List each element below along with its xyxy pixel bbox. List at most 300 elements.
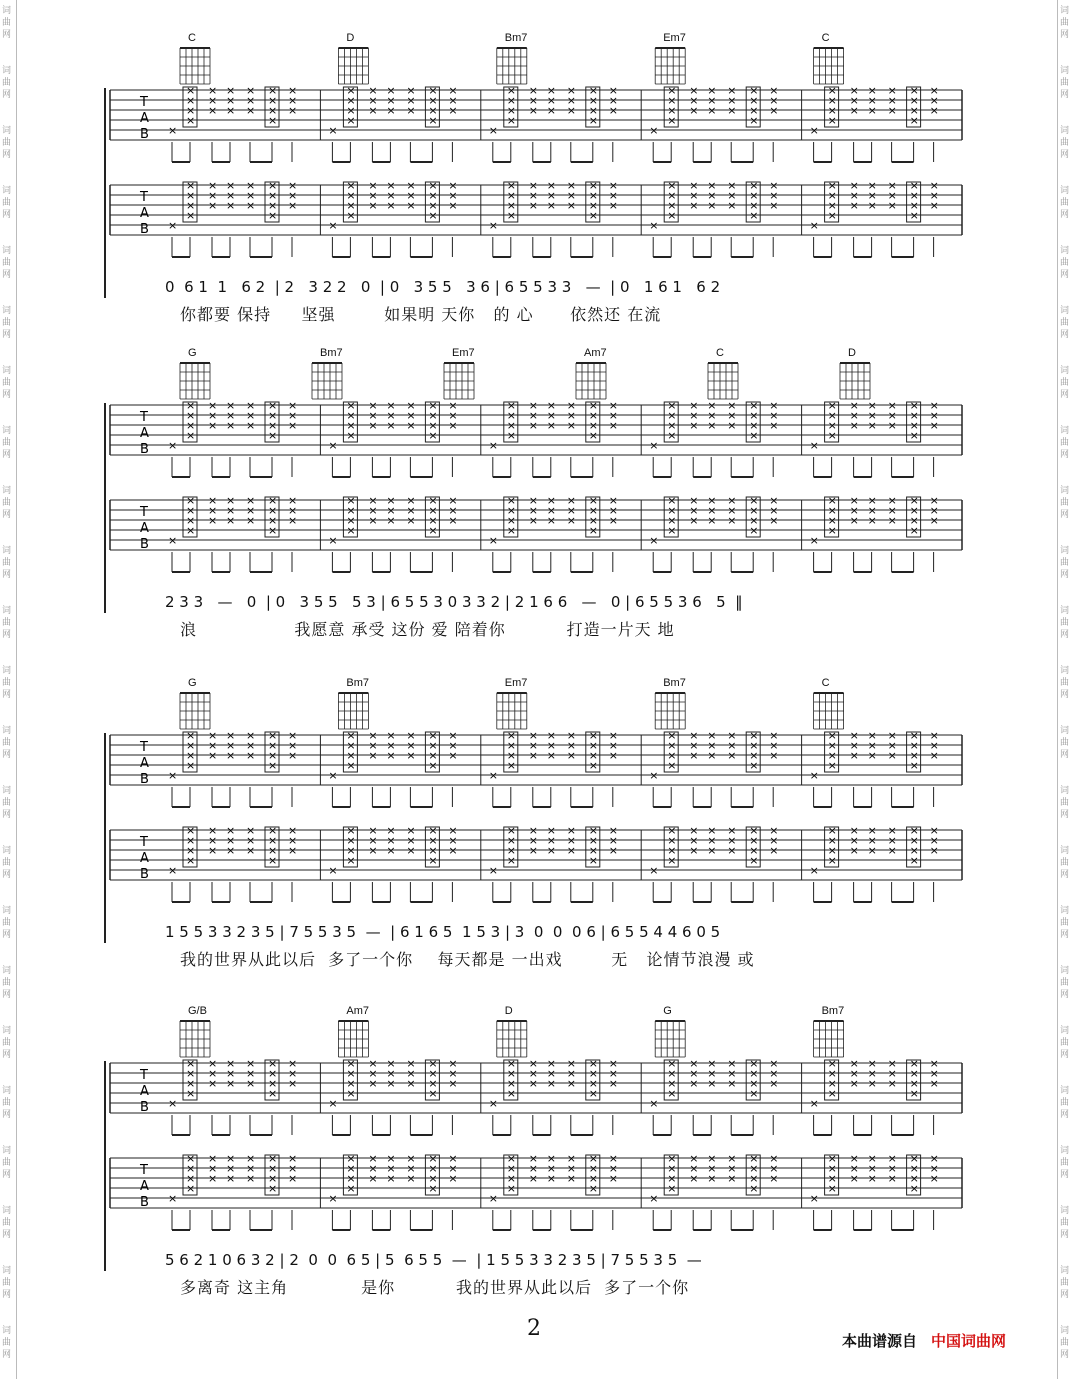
strum-x: × [506, 759, 517, 772]
strum-x: × [769, 1152, 779, 1165]
watermark-char: 词 [1060, 66, 1070, 76]
strum-x: × [168, 769, 178, 782]
strum-x: × [867, 1067, 877, 1080]
strum-x: × [608, 1077, 619, 1090]
strum-x: × [649, 219, 659, 232]
strum-x: × [929, 104, 939, 117]
strum-x: × [226, 739, 236, 752]
strum-x: × [588, 209, 599, 222]
strum-x: × [887, 749, 897, 762]
strum-x: × [346, 759, 356, 772]
strum-x: × [208, 419, 218, 432]
strum-x: × [368, 104, 378, 117]
strum-x: × [887, 179, 897, 192]
strum-x: × [667, 1162, 677, 1175]
strum-x: × [929, 494, 939, 507]
strum-x: × [406, 504, 416, 517]
strum-x: × [226, 1057, 236, 1070]
strum-x: × [827, 1182, 837, 1195]
strum-x: × [288, 399, 298, 412]
strum-x: × [428, 94, 438, 107]
watermark-char: 词 [1060, 1146, 1070, 1156]
strum-x: × [887, 494, 897, 507]
strum-x: × [827, 1162, 837, 1175]
strum-x: × [546, 94, 557, 107]
strum-x: × [428, 854, 438, 867]
watermark-char: 词 [2, 1266, 12, 1276]
strum-x: × [727, 844, 737, 857]
strum-x: × [406, 84, 416, 97]
strum-x: × [867, 84, 877, 97]
strum-x: × [268, 494, 278, 507]
strum-x: × [448, 1067, 458, 1080]
strum-x: × [566, 1077, 577, 1090]
strum-x: × [727, 739, 737, 752]
strum-x: × [909, 209, 919, 222]
strum-x: × [727, 1057, 737, 1070]
strum-x: × [226, 1067, 236, 1080]
strum-x: × [386, 94, 396, 107]
strum-x: × [268, 1057, 278, 1070]
strum-x: × [448, 1152, 458, 1165]
strum-x: × [368, 94, 378, 107]
strum-x: × [528, 824, 539, 837]
strum-x: × [246, 1162, 256, 1175]
watermark-char: 词 [2, 186, 12, 196]
watermark-char: 网 [1060, 510, 1070, 520]
strum-x: × [566, 834, 577, 847]
strum-x: × [588, 409, 599, 422]
strum-x: × [406, 1172, 416, 1185]
strum-x: × [546, 1172, 557, 1185]
strum-x: × [406, 494, 416, 507]
strum-x: × [488, 1192, 499, 1205]
strum-x: × [268, 504, 278, 517]
strum-x: × [506, 504, 517, 517]
strum-x: × [749, 1162, 759, 1175]
watermark-char: 网 [2, 270, 12, 280]
strum-x: × [887, 199, 897, 212]
strum-x: × [208, 514, 218, 527]
strum-x: × [346, 749, 356, 762]
chord-name: Bm7 [504, 32, 528, 44]
strum-x: × [246, 84, 256, 97]
strum-x: × [346, 1067, 356, 1080]
strum-x: × [909, 844, 919, 857]
strum-x: × [528, 504, 539, 517]
strum-x: × [386, 104, 396, 117]
strum-x: × [288, 729, 298, 742]
strum-x: × [208, 749, 218, 762]
strum-x: × [749, 429, 759, 442]
tab-clef-B: B [140, 442, 149, 457]
strum-x: × [448, 1172, 458, 1185]
watermark-char: 词 [1060, 666, 1070, 676]
strum-x: × [346, 504, 356, 517]
strum-x: × [346, 429, 356, 442]
strum-x: × [689, 1057, 699, 1070]
strum-x: × [226, 834, 236, 847]
strum-x: × [448, 1057, 458, 1070]
strum-x: × [929, 189, 939, 202]
strum-x: × [769, 409, 779, 422]
strum-x: × [346, 209, 356, 222]
watermark-char: 网 [2, 570, 12, 580]
chord-name: Bm7 [346, 677, 370, 689]
strum-x: × [268, 429, 278, 442]
watermark-char: 曲 [1060, 678, 1070, 688]
strum-x: × [769, 179, 779, 192]
strum-x: × [849, 739, 859, 752]
strum-x: × [428, 1182, 438, 1195]
strum-x: × [867, 1077, 877, 1090]
strum-x: × [667, 494, 677, 507]
strum-x: × [506, 409, 517, 422]
strum-x: × [827, 419, 837, 432]
strum-x: × [448, 1162, 458, 1175]
strum-x: × [368, 739, 378, 752]
strum-x: × [909, 1152, 919, 1165]
watermark-char: 词 [1060, 606, 1070, 616]
strum-x: × [707, 749, 717, 762]
strum-x: × [566, 1067, 577, 1080]
chord-name: G [188, 347, 197, 359]
strum-x: × [689, 419, 699, 432]
tab-clef-B: B [140, 127, 149, 142]
strum-x: × [749, 524, 759, 537]
strum-x: × [386, 409, 396, 422]
strum-x: × [368, 494, 378, 507]
strum-x: × [186, 844, 196, 857]
strum-x: × [867, 749, 877, 762]
strum-x: × [406, 824, 416, 837]
watermark-char: 词 [1060, 1326, 1070, 1336]
watermark-char: 曲 [1060, 1218, 1070, 1228]
strum-x: × [528, 179, 539, 192]
tab-clef-A: A [140, 111, 149, 126]
strum-x: × [208, 1152, 218, 1165]
strum-x: × [506, 84, 517, 97]
strum-x: × [506, 1087, 517, 1100]
chord-name: C [821, 677, 830, 689]
watermark-char: 网 [2, 1050, 12, 1060]
strum-x: × [909, 824, 919, 837]
strum-x: × [208, 504, 218, 517]
strum-x: × [488, 124, 499, 137]
strum-x: × [428, 1172, 438, 1185]
strum-x: × [769, 1067, 779, 1080]
strum-x: × [288, 104, 298, 117]
strum-x: × [288, 834, 298, 847]
strum-x: × [368, 749, 378, 762]
strum-x: × [448, 399, 458, 412]
strum-x: × [448, 739, 458, 752]
strum-x: × [588, 494, 599, 507]
strum-x: × [707, 104, 717, 117]
strum-x: × [887, 514, 897, 527]
strum-x: × [506, 514, 517, 527]
strum-x: × [186, 429, 196, 442]
strum-x: × [929, 749, 939, 762]
watermark-char: 网 [2, 210, 12, 220]
watermark-char: 词 [2, 426, 12, 436]
strum-x: × [827, 1077, 837, 1090]
watermark-char: 网 [2, 1350, 12, 1360]
strum-x: × [608, 179, 619, 192]
watermark-char: 网 [2, 390, 12, 400]
strum-x: × [186, 1172, 196, 1185]
watermark-char: 曲 [2, 978, 12, 988]
watermark-char: 词 [2, 306, 12, 316]
strum-x: × [328, 534, 338, 547]
strum-x: × [887, 1152, 897, 1165]
strum-x: × [186, 189, 196, 202]
strum-x: × [226, 409, 236, 422]
strum-x: × [749, 1087, 759, 1100]
strum-x: × [546, 409, 557, 422]
watermark-char: 网 [2, 450, 12, 460]
watermark-char: 词 [2, 1206, 12, 1216]
strum-x: × [909, 399, 919, 412]
strum-x: × [689, 1152, 699, 1165]
watermark-char: 曲 [2, 258, 12, 268]
strum-x: × [528, 189, 539, 202]
chord-name: G/B [188, 1005, 207, 1017]
strum-x: × [566, 729, 577, 742]
strum-x: × [406, 104, 416, 117]
watermark-char: 词 [2, 1086, 12, 1096]
strum-x: × [849, 104, 859, 117]
lyrics-line: 你都要 保持 坚强 如果明 天你 的 心 依然还 在流 [180, 305, 662, 324]
strum-x: × [707, 179, 717, 192]
strum-x: × [867, 189, 877, 202]
strum-x: × [566, 199, 577, 212]
strum-x: × [929, 1057, 939, 1070]
watermark-char: 词 [2, 6, 12, 16]
strum-x: × [769, 94, 779, 107]
watermark-char: 曲 [2, 1038, 12, 1048]
strum-x: × [268, 1152, 278, 1165]
strum-x: × [328, 1192, 338, 1205]
strum-x: × [689, 504, 699, 517]
tab-clef-B: B [140, 1100, 149, 1115]
strum-x: × [667, 824, 677, 837]
strum-x: × [909, 494, 919, 507]
footer-site-link[interactable]: 中国词曲网 [931, 1332, 1007, 1350]
chord-name: Bm7 [320, 347, 343, 359]
strum-x: × [909, 749, 919, 762]
watermark-char: 曲 [1060, 198, 1070, 208]
strum-x: × [268, 729, 278, 742]
strum-x: × [406, 514, 416, 527]
strum-x: × [769, 189, 779, 202]
strum-x: × [226, 1172, 236, 1185]
strum-x: × [528, 1067, 539, 1080]
strum-x: × [887, 824, 897, 837]
strum-x: × [208, 84, 218, 97]
strum-x: × [588, 739, 599, 752]
strum-x: × [667, 504, 677, 517]
watermark-char: 网 [1060, 930, 1070, 940]
watermark-char: 网 [1060, 150, 1070, 160]
strum-x: × [727, 189, 737, 202]
strum-x: × [849, 844, 859, 857]
strum-x: × [588, 1162, 599, 1175]
strum-x: × [448, 494, 458, 507]
strum-x: × [649, 1097, 659, 1110]
strum-x: × [769, 749, 779, 762]
watermark-char: 网 [1060, 1350, 1070, 1360]
strum-x: × [827, 94, 837, 107]
strum-x: × [769, 729, 779, 742]
strum-x: × [268, 1067, 278, 1080]
strum-x: × [368, 514, 378, 527]
strum-x: × [887, 1077, 897, 1090]
strum-x: × [386, 504, 396, 517]
strum-x: × [929, 504, 939, 517]
strum-x: × [368, 199, 378, 212]
strum-x: × [428, 824, 438, 837]
strum-x: × [769, 1077, 779, 1090]
strum-x: × [827, 1087, 837, 1100]
strum-x: × [649, 1192, 659, 1205]
strum-x: × [328, 864, 338, 877]
strum-x: × [727, 1152, 737, 1165]
strum-x: × [827, 189, 837, 202]
strum-x: × [749, 199, 759, 212]
strum-x: × [428, 84, 438, 97]
watermark-char: 词 [1060, 306, 1070, 316]
strum-x: × [749, 419, 759, 432]
strum-x: × [506, 749, 517, 762]
strum-x: × [288, 1067, 298, 1080]
watermark-char: 词 [1060, 846, 1070, 856]
watermark-char: 词 [2, 366, 12, 376]
watermark-char: 曲 [1060, 1338, 1070, 1348]
strum-x: × [368, 1162, 378, 1175]
strum-x: × [246, 1172, 256, 1185]
strum-x: × [707, 729, 717, 742]
tab-clef-A: A [140, 1179, 149, 1194]
strum-x: × [186, 494, 196, 507]
strum-x: × [546, 494, 557, 507]
strum-x: × [707, 419, 717, 432]
strum-x: × [506, 824, 517, 837]
strum-x: × [827, 114, 837, 127]
strum-x: × [827, 399, 837, 412]
strum-x: × [588, 844, 599, 857]
strum-x: × [528, 1172, 539, 1185]
watermark-char: 词 [2, 486, 12, 496]
strum-x: × [448, 199, 458, 212]
strum-x: × [667, 1182, 677, 1195]
tab-clef-T: T [140, 1163, 148, 1178]
strum-x: × [546, 1057, 557, 1070]
strum-x: × [667, 1172, 677, 1185]
strum-x: × [186, 209, 196, 222]
strum-x: × [689, 1162, 699, 1175]
strum-x: × [226, 1152, 236, 1165]
strum-x: × [186, 104, 196, 117]
strum-x: × [749, 759, 759, 772]
strum-x: × [608, 494, 619, 507]
strum-x: × [909, 1057, 919, 1070]
watermark-char: 网 [2, 690, 12, 700]
watermark-char: 词 [2, 666, 12, 676]
strum-x: × [506, 1077, 517, 1090]
strum-x: × [827, 209, 837, 222]
strum-x: × [268, 94, 278, 107]
strum-x: × [288, 84, 298, 97]
strum-x: × [909, 504, 919, 517]
strum-x: × [887, 189, 897, 202]
strum-x: × [608, 104, 619, 117]
strum-x: × [929, 179, 939, 192]
strum-x: × [186, 1162, 196, 1175]
chord-name: Am7 [584, 347, 607, 359]
footer-source [842, 1330, 1006, 1351]
watermark-char: 曲 [2, 1338, 12, 1348]
strum-x: × [386, 494, 396, 507]
strum-x: × [386, 824, 396, 837]
strum-x: × [749, 179, 759, 192]
strum-x: × [246, 729, 256, 742]
strum-x: × [288, 199, 298, 212]
watermark-char: 曲 [2, 1098, 12, 1108]
strum-x: × [546, 729, 557, 742]
watermark-char: 词 [1060, 1026, 1070, 1036]
strum-x: × [667, 104, 677, 117]
strum-x: × [667, 1152, 677, 1165]
watermark-char: 网 [1060, 390, 1070, 400]
tab-clef-B: B [140, 772, 149, 787]
strum-x: × [506, 729, 517, 742]
tab-clef-A: A [140, 426, 149, 441]
strum-x: × [566, 1152, 577, 1165]
strum-x: × [546, 399, 557, 412]
strum-x: × [887, 399, 897, 412]
strum-x: × [588, 399, 599, 412]
strum-x: × [867, 1152, 877, 1165]
chord-name: G [663, 1005, 672, 1017]
strum-x: × [929, 1067, 939, 1080]
strum-x: × [707, 399, 717, 412]
watermark-char: 词 [2, 246, 12, 256]
strum-x: × [368, 1057, 378, 1070]
strum-x: × [929, 1152, 939, 1165]
watermark-char: 曲 [2, 378, 12, 388]
watermark-char: 词 [2, 726, 12, 736]
strum-x: × [226, 94, 236, 107]
strum-x: × [849, 749, 859, 762]
strum-x: × [667, 84, 677, 97]
watermark-char: 曲 [2, 1278, 12, 1288]
strum-x: × [588, 114, 599, 127]
strum-x: × [707, 1077, 717, 1090]
strum-x: × [546, 844, 557, 857]
watermark-char: 词 [2, 1326, 12, 1336]
strum-x: × [689, 94, 699, 107]
strum-x: × [909, 1182, 919, 1195]
watermark-char: 词 [2, 66, 12, 76]
strum-x: × [546, 1152, 557, 1165]
strum-x: × [588, 749, 599, 762]
strum-x: × [909, 1067, 919, 1080]
strum-x: × [488, 769, 499, 782]
strum-x: × [488, 534, 499, 547]
strum-x: × [528, 514, 539, 527]
strum-x: × [849, 1152, 859, 1165]
